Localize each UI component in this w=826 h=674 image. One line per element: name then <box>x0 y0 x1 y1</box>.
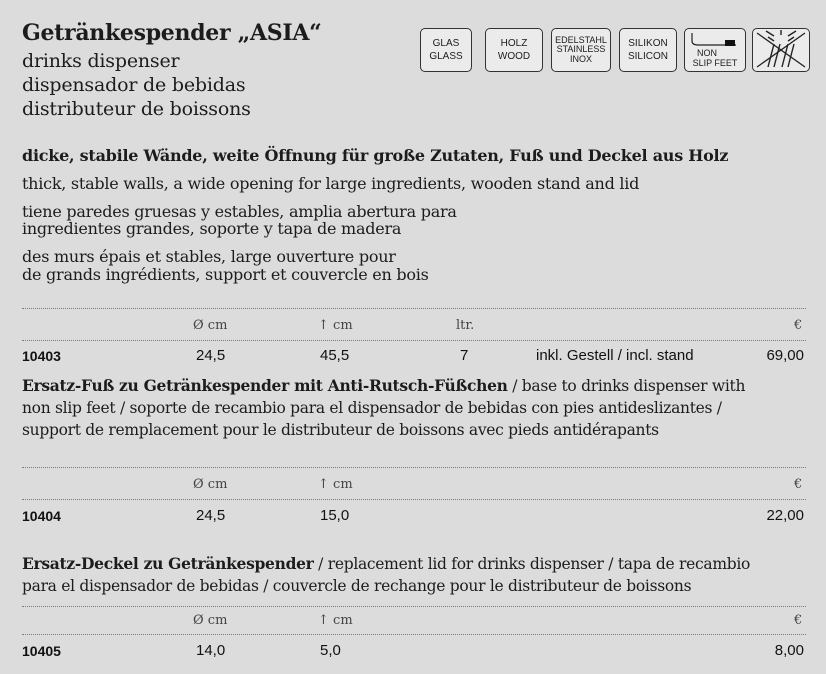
volume-header: ltr. <box>456 318 475 333</box>
steel-label-en: STAINLESS <box>556 44 606 55</box>
height-arrow-icon: ↑ <box>318 318 329 333</box>
silicone-material-icon <box>619 28 677 72</box>
price-header: € <box>794 613 803 628</box>
no-dishwasher-symbol <box>754 30 808 70</box>
steel-material-icon <box>551 28 611 72</box>
price-value: 8,00 <box>774 642 804 659</box>
height-header-label: cm <box>333 477 353 492</box>
divider <box>22 634 806 635</box>
lid-title-de: Ersatz-Deckel zu Getränkespender <box>22 554 314 573</box>
product-title: Getränkespender „ASIA“ <box>22 20 322 46</box>
silicone-label-en: SILICON <box>627 51 668 62</box>
price-value: 22,00 <box>766 507 804 524</box>
diameter-header: Ø cm <box>193 477 228 492</box>
price-header: € <box>794 318 803 333</box>
lid-description <box>22 553 812 597</box>
stand-note: inkl. Gestell / incl. stand <box>536 347 694 364</box>
glass-label-de: GLAS <box>432 37 460 49</box>
height-header <box>318 318 353 333</box>
lid-line2: para el dispensador de bebidas / couvercle de rechange pour le distributeur de boissons <box>22 577 692 595</box>
diameter-value: 24,5 <box>196 347 226 364</box>
base-title-de: Ersatz-Fuß zu Getränkespender mit Anti-Rutsch-Füßchen <box>22 376 508 395</box>
diameter-value: 24,5 <box>196 507 226 524</box>
height-value: 15,0 <box>320 507 350 524</box>
height-arrow-icon: ↑ <box>318 613 329 628</box>
description-fr-2: de grands ingrédients, support et couvercle en bois <box>22 265 429 284</box>
divider <box>22 606 806 607</box>
steel-label-fr: INOX <box>569 53 592 64</box>
base-line1-rest: / base to drinks dispenser with <box>507 377 746 395</box>
volume-value: 7 <box>460 347 469 364</box>
price-value: 69,00 <box>766 347 804 364</box>
diameter-header: Ø cm <box>193 318 228 333</box>
diameter-value: 14,0 <box>196 642 226 659</box>
divider <box>22 467 806 468</box>
base-line3: support de remplacement pour le distributeur de boissons avec pieds antidérapants <box>22 421 659 439</box>
base-line2: non slip feet / soporte de recambio para el dispensador de bebidas con pies antideslizantes / <box>22 399 722 417</box>
article-code: 10405 <box>22 643 61 659</box>
height-header-label: cm <box>333 318 353 333</box>
description-fr-1: des murs épais et stables, large ouverture pour <box>22 247 396 266</box>
price-header: € <box>794 477 803 492</box>
divider <box>22 308 806 309</box>
description-es-1: tiene paredes gruesas y estables, amplia abertura para <box>22 202 457 221</box>
diameter-header: Ø cm <box>193 613 228 628</box>
wood-label-de: HOLZ <box>500 37 528 49</box>
wood-label-en: WOOD <box>497 51 531 62</box>
silicone-label-de: SILIKON <box>628 37 668 49</box>
height-value: 5,0 <box>320 642 341 659</box>
wood-material-icon <box>485 28 543 72</box>
subtitle-fr: distributeur de boissons <box>22 98 251 120</box>
divider <box>22 340 806 341</box>
description-de: dicke, stabile Wände, weite Öffnung für große Zutaten, Fuß und Deckel aus Holz <box>22 146 729 165</box>
description-en: thick, stable walls, a wide opening for large ingredients, wooden stand and lid <box>22 174 640 193</box>
non-slip-label-2: SLIP FEET <box>692 57 738 68</box>
height-arrow-icon: ↑ <box>318 477 329 492</box>
article-code: 10403 <box>22 348 61 364</box>
description-es-2: ingredientes grandes, soporte y tapa de madera <box>22 219 402 238</box>
steel-label-de: EDELSTAHL <box>555 34 607 45</box>
non-slip-label-1: NON <box>697 48 717 59</box>
glass-label-en: GLASS <box>429 51 463 62</box>
height-header-label: cm <box>333 613 353 628</box>
divider <box>22 499 806 500</box>
lid-line1-rest: / replacement lid for drinks dispenser / tapa de recambio <box>313 555 751 573</box>
glass-material-icon <box>420 28 472 72</box>
subtitle-en: drinks dispenser <box>22 50 180 72</box>
height-header <box>318 477 353 492</box>
height-value: 45,5 <box>320 347 350 364</box>
no-dishwasher-icon <box>752 28 810 72</box>
non-slip-foot-drawing <box>688 31 742 51</box>
height-header <box>318 613 353 628</box>
base-description <box>22 375 812 441</box>
non-slip-feet-icon <box>684 28 746 72</box>
subtitle-es: dispensador de bebidas <box>22 74 246 96</box>
article-code: 10404 <box>22 508 61 524</box>
